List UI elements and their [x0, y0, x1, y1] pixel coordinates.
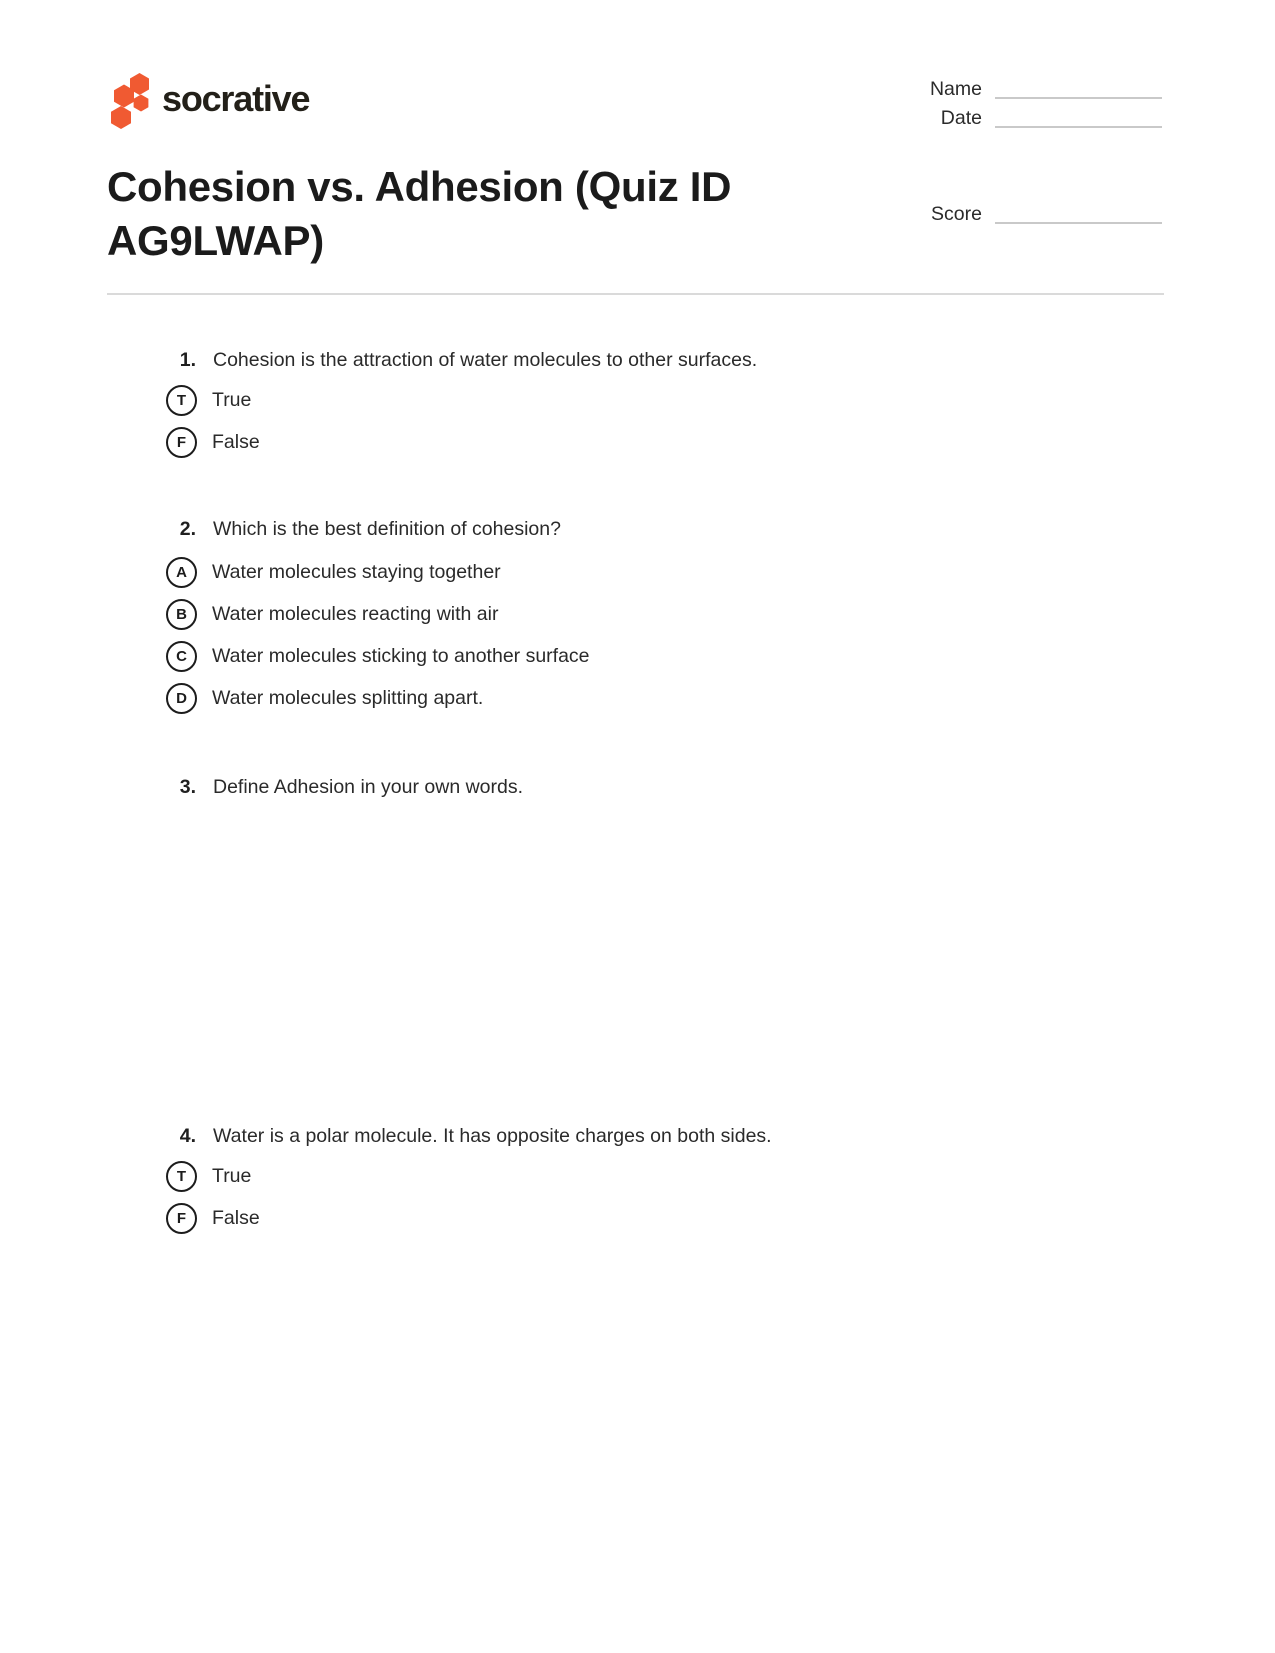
option-true [107, 379, 1127, 421]
date-field [941, 105, 1162, 129]
option-label: Water molecules splitting apart. [212, 686, 484, 709]
question-4 [107, 1123, 1127, 1239]
option-false [107, 421, 1127, 463]
question-text: Which is the best definition of cohesion? [213, 518, 561, 540]
option-label: False [212, 1206, 260, 1229]
answer-bubble: F [166, 427, 197, 458]
answer-bubble: T [166, 385, 197, 416]
socrative-logo-text: socrative [162, 78, 310, 119]
question-3 [107, 774, 1127, 800]
question-number: 4. [179, 1125, 196, 1147]
question-text: Cohesion is the attraction of water molecules to other surfaces. [213, 349, 758, 371]
question-number: 1. [179, 349, 196, 371]
option-label: True [212, 388, 252, 411]
question-4-options [107, 1155, 1127, 1239]
option-a [107, 551, 1127, 593]
question-text: Water is a polar molecule. It has opposite charges on both sides. [213, 1125, 772, 1147]
option-d [107, 677, 1127, 719]
question-1-line [107, 347, 1127, 373]
name-fill-line [995, 97, 1162, 99]
answer-bubble: C [166, 641, 197, 672]
question-3-line [107, 774, 1127, 800]
score-fill-line [995, 222, 1162, 224]
option-label: False [212, 430, 260, 453]
socrative-hexagons-icon [105, 68, 153, 130]
header-divider [107, 293, 1164, 295]
question-4-line [107, 1123, 1127, 1149]
option-label: Water molecules staying together [212, 560, 501, 583]
socrative-logo [105, 68, 309, 130]
option-true [107, 1155, 1127, 1197]
answer-bubble: D [166, 683, 197, 714]
option-label: True [212, 1164, 252, 1187]
date-fill-line [995, 126, 1162, 128]
date-label: Date [940, 107, 982, 129]
option-label: Water molecules sticking to another surface [212, 644, 590, 667]
option-c [107, 635, 1127, 677]
score-label: Score [931, 203, 982, 225]
quiz-title: Cohesion vs. Adhesion (Quiz ID AG9LWAP) [107, 163, 732, 264]
option-b [107, 593, 1127, 635]
question-2-line [107, 516, 1127, 542]
open-response-area [107, 810, 1127, 1110]
question-1 [107, 347, 1127, 463]
score-field [931, 201, 1162, 225]
answer-bubble: F [166, 1203, 197, 1234]
option-label: Water molecules reacting with air [212, 602, 499, 625]
name-label: Name [929, 78, 982, 100]
question-number: 2. [179, 518, 196, 540]
question-number: 3. [179, 776, 196, 798]
question-2-options [107, 551, 1127, 719]
answer-bubble: T [166, 1161, 197, 1192]
question-2 [107, 516, 1127, 719]
name-field [930, 76, 1162, 100]
question-1-options [107, 379, 1127, 463]
answer-bubble: B [166, 599, 197, 630]
answer-bubble: A [166, 557, 197, 588]
question-text: Define Adhesion in your own words. [213, 776, 524, 798]
option-false [107, 1197, 1127, 1239]
